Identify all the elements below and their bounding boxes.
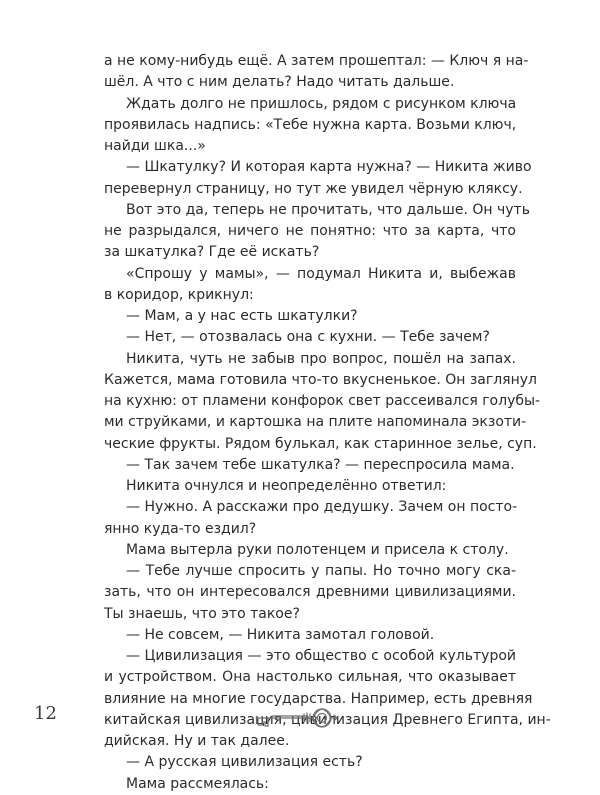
page-number: 12	[34, 703, 57, 724]
text-line: перевернул страницу, но тут же увидел чёрную кляксу.	[104, 180, 523, 197]
text-line: Вот это да, теперь не прочитать, что дальше. Он чуть	[126, 201, 530, 218]
text-line: а не кому-нибудь ещё. А затем прошептал: — Ключ я на-	[104, 53, 529, 69]
text-line: — Не совсем, — Никита замотал головой.	[126, 626, 435, 643]
text-line: Мама вытерла руки полотенцем и присела к столу.	[126, 541, 509, 558]
text-line: влияние на многие государства. Например, есть древняя	[104, 690, 533, 707]
text-line: Кажется, мама готовила что-то вкусненькое. Он заглянул	[104, 371, 537, 388]
text-line: на кухню: от пламени конфорок свет рассеивался голубы-	[104, 393, 541, 409]
text-line: проявилась надпись: «Тебе нужна карта. Возьми ключ,	[104, 116, 517, 133]
text-line: — Нужно. А расскажи про дедушку. Зачем он посто-	[126, 499, 518, 516]
text-line: — А русская цивилизация есть?	[126, 754, 363, 771]
text-line: Ты знаешь, что это такое?	[104, 605, 300, 622]
text-line: не разрыдался, ничего не понятно: что за карта, что	[104, 223, 516, 239]
text-line: китайская цивилизация, цивилизация Древнего Египта, ин-	[104, 711, 551, 728]
text-line: — Тебе лучше спросить у папы. Но точно могу ска-	[126, 563, 516, 579]
text-line: шёл. А что с ним делать? Надо читать дальше.	[104, 74, 455, 91]
text-line: в коридор, крикнул:	[104, 286, 254, 303]
text-line: найди шка...»	[104, 138, 206, 154]
text-line: — Так зачем тебе шкатулка? — переспросила мама.	[126, 456, 515, 473]
text-line: — Шкатулку? И которая карта нужна? — Никита живо	[126, 159, 532, 176]
text-line: Мама рассмеялась:	[126, 775, 269, 792]
text-line: Никита, чуть не забыв про вопрос, пошёл на запах.	[126, 350, 516, 367]
text-line: ческие фрукты. Рядом булькал, как старинное зелье, суп.	[104, 435, 537, 452]
text-line: Ждать долго не пришлось, рядом с рисунком ключа	[126, 95, 517, 112]
text-line: зать, что он интересовался древними цивилизациями.	[104, 584, 516, 601]
text-line: и устройством. Она настолько сильная, что оказывает	[104, 669, 516, 686]
text-line: Никита очнулся и неопределённо ответил:	[126, 478, 447, 494]
text-line: янно куда-то ездил?	[104, 520, 257, 537]
key-icon	[252, 704, 340, 732]
body-text	[104, 51, 551, 795]
text-line: ми струйками, и картошка на плите напоминала экзоти-	[104, 414, 527, 431]
text-line: — Цивилизация — это общество с особой культурой	[126, 648, 516, 664]
text-line: за шкатулка? Где её искать?	[104, 244, 320, 261]
text-line: дийская. Ну и так далее.	[104, 733, 290, 749]
text-line: — Нет, — отозвалась она с кухни. — Тебе зачем?	[126, 329, 490, 346]
text-line: «Спрошу у мамы», — подумал Никита и, выбежав	[126, 265, 516, 282]
text-line: — Мам, а у нас есть шкатулки?	[126, 308, 358, 324]
